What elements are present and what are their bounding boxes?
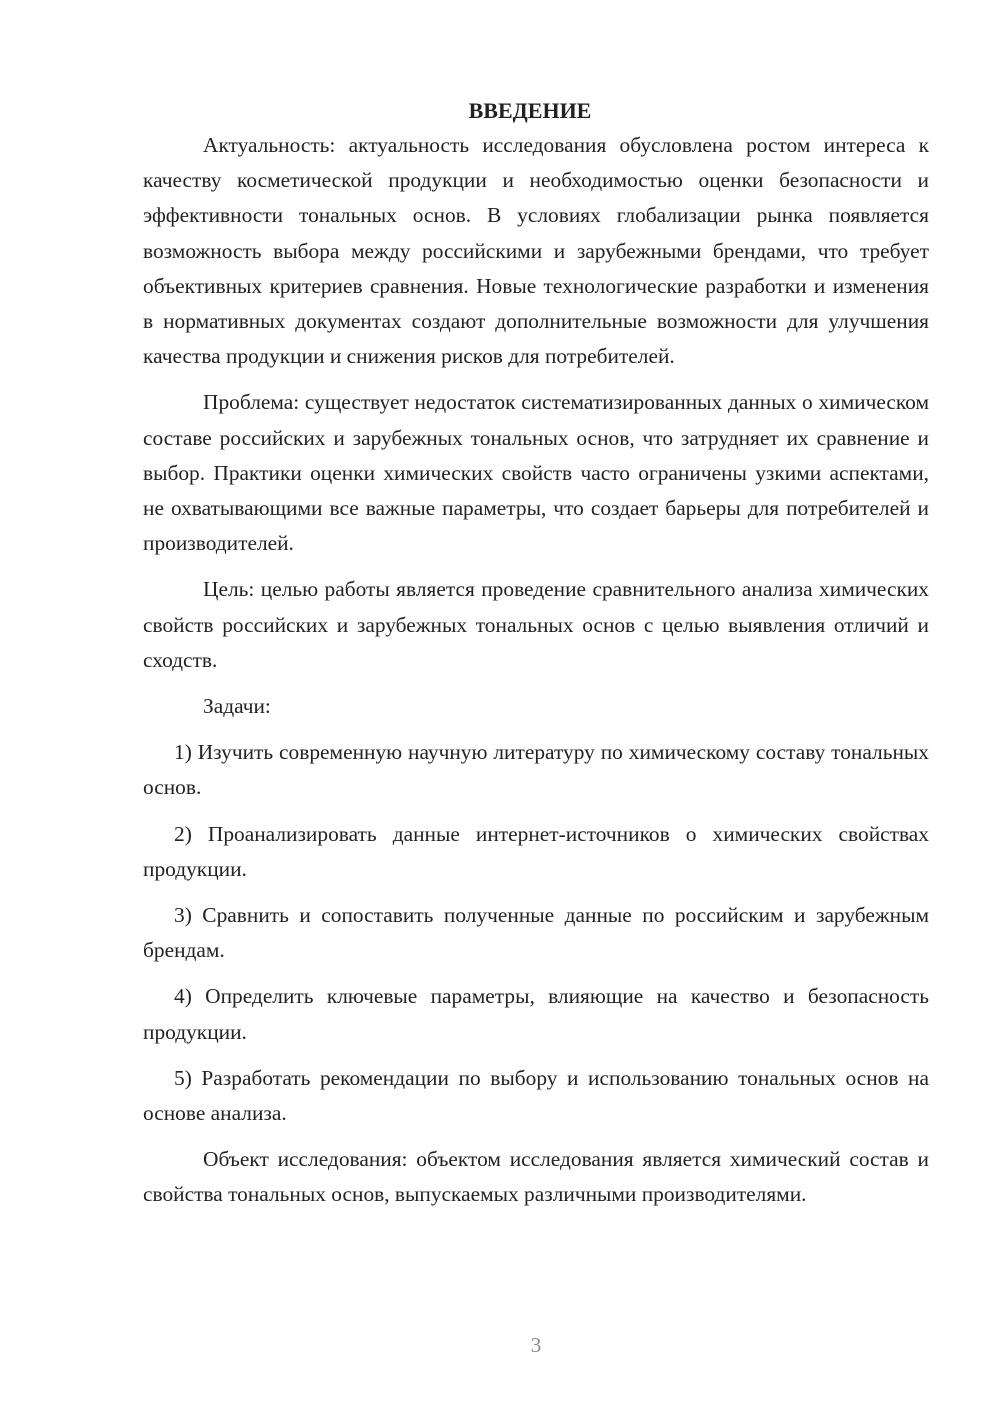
task-item: 5) Разработать рекомендации по выбору и использованию тональных основ на основе анализа. [143,1065,929,1126]
task-item: 2) Проанализировать данные интернет-источников о химических свойствах продукции. [143,821,929,881]
paragraph-object: Объект исследования: объектом исследования является химический состав и свойства тональных основ, выпускаемых различными производителями. [143,1147,929,1207]
page-number: 3 [530,1333,542,1357]
task-item: 4) Определить ключевые параметры, влияющие на качество и безопасность продукции. [143,984,929,1044]
tasks-heading: Задачи: [203,694,271,719]
document-page [143,93,929,1213]
task-item: 3) Сравнить и сопоставить полученные данные по российским и зарубежным брендам. [143,903,929,963]
paragraph-relevance: Актуальность: актуальность исследования обусловлена ростом интереса к качеству косметической продукции и необходимостью оценки безопасности и эффективности тональных основ. В условиях глобализации рынка появляется возможность выбора между российскими и зарубежными брендами, что требует объективных критериев сравнения. Новые технологические разработки и изменения в нормативных документах создают дополнительные возможности для улучшения качества продукции и снижения рисков для потребителей. [143,133,929,369]
paragraph-problem: Проблема: существует недостаток систематизированных данных о химическом составе российских и зарубежных тональных основ, что затрудняет их сравнение и выбор. Практики оценки химических свойств часто ограничены узкими аспектами, не охватывающими все важные параметры, что создает барьеры для потребителей и производителей. [143,390,929,556]
section-title: ВВЕДЕНИЕ [468,98,592,123]
task-item: 1) Изучить современную научную литературу по химическому составу тональных основ. [143,740,929,800]
paragraph-goal: Цель: целью работы является проведение сравнительного анализа химических свойств российских и зарубежных тональных основ с целью выявления отличий и сходств. [143,577,929,672]
